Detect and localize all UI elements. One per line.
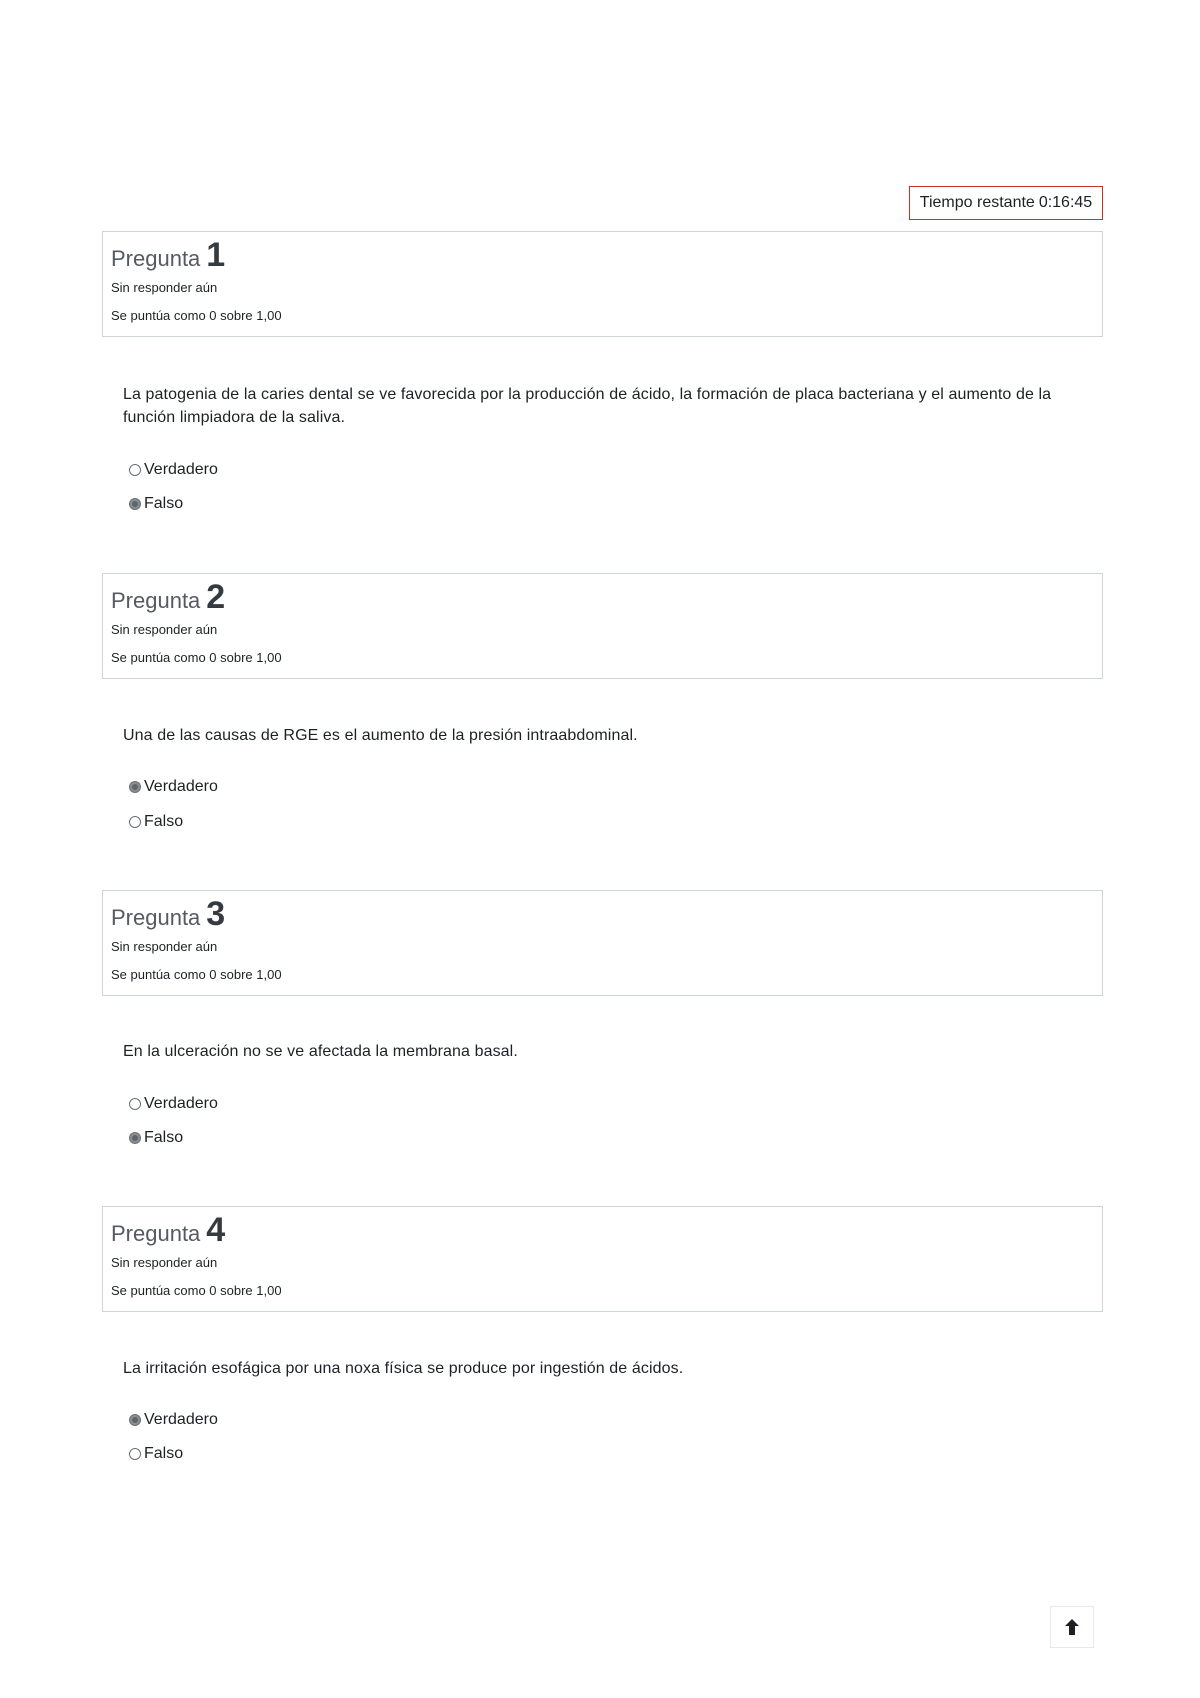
- question-1-title: [111, 236, 225, 275]
- radio-checked-icon[interactable]: [129, 1414, 141, 1426]
- option-label: Verdadero: [144, 461, 218, 478]
- question-2-title: [111, 578, 225, 617]
- option-label: Falso: [144, 1445, 184, 1462]
- option-label: Falso: [144, 1129, 184, 1146]
- question-3-info: [102, 890, 1103, 996]
- question-number: 1: [206, 236, 226, 274]
- radio-checked-icon[interactable]: [129, 498, 141, 510]
- question-2-option-falso[interactable]: [129, 813, 183, 831]
- question-title-label: Pregunta: [111, 905, 201, 930]
- question-4-option-falso[interactable]: [129, 1445, 183, 1463]
- radio-checked-icon[interactable]: [129, 1132, 141, 1144]
- option-label: Verdadero: [144, 1095, 218, 1112]
- radio-checked-icon[interactable]: [129, 781, 141, 793]
- question-grade: Se puntúa como 0 sobre 1,00: [111, 308, 282, 323]
- radio-unchecked-icon[interactable]: [129, 1098, 141, 1110]
- question-4-text: La irritación esofágica por una noxa física se produce por ingestión de ácidos.: [123, 1360, 684, 1377]
- question-4-info: [102, 1206, 1103, 1312]
- question-2-info: [102, 573, 1103, 679]
- question-3-title: [111, 895, 225, 934]
- option-label: Verdadero: [144, 1411, 218, 1428]
- question-1-option-falso[interactable]: [129, 495, 183, 513]
- question-1-option-verdadero[interactable]: [129, 461, 218, 479]
- question-number: 4: [206, 1211, 226, 1249]
- question-grade: Se puntúa como 0 sobre 1,00: [111, 650, 282, 665]
- question-number: 2: [206, 578, 226, 616]
- option-label: Falso: [144, 813, 184, 830]
- question-state: Sin responder aún: [111, 1255, 218, 1270]
- question-2-option-verdadero[interactable]: [129, 778, 218, 796]
- time-remaining-label: Tiempo restante: [919, 194, 1035, 211]
- time-remaining-value: 0:16:45: [1038, 194, 1093, 211]
- question-4-title: [111, 1211, 225, 1250]
- question-title-label: Pregunta: [111, 246, 201, 271]
- back-to-top-button[interactable]: [1050, 1606, 1094, 1648]
- question-state: Sin responder aún: [111, 939, 218, 954]
- question-1-text: La patogenia de la caries dental se ve favorecida por la producción de ácido, la formación de placa bacteriana y el aumento de la función limpiadora de la saliva.: [123, 386, 1052, 426]
- question-3-text: En la ulceración no se ve afectada la membrana basal.: [123, 1043, 518, 1060]
- question-grade: Se puntúa como 0 sobre 1,00: [111, 967, 282, 982]
- question-4-option-verdadero[interactable]: [129, 1411, 218, 1429]
- option-label: Falso: [144, 495, 184, 512]
- time-remaining-box: [909, 186, 1103, 220]
- question-state: Sin responder aún: [111, 280, 218, 295]
- radio-unchecked-icon[interactable]: [129, 1448, 141, 1460]
- question-number: 3: [206, 895, 226, 933]
- question-3-option-falso[interactable]: [129, 1129, 183, 1147]
- question-title-label: Pregunta: [111, 1221, 201, 1246]
- question-3-option-verdadero[interactable]: [129, 1095, 218, 1113]
- radio-unchecked-icon[interactable]: [129, 816, 141, 828]
- question-state: Sin responder aún: [111, 622, 218, 637]
- question-2-text: Una de las causas de RGE es el aumento de la presión intraabdominal.: [123, 727, 638, 744]
- question-grade: Se puntúa como 0 sobre 1,00: [111, 1283, 282, 1298]
- question-1-info: [102, 231, 1103, 337]
- question-title-label: Pregunta: [111, 588, 201, 613]
- arrow-up-icon: [1064, 1618, 1080, 1636]
- option-label: Verdadero: [144, 778, 218, 795]
- radio-unchecked-icon[interactable]: [129, 464, 141, 476]
